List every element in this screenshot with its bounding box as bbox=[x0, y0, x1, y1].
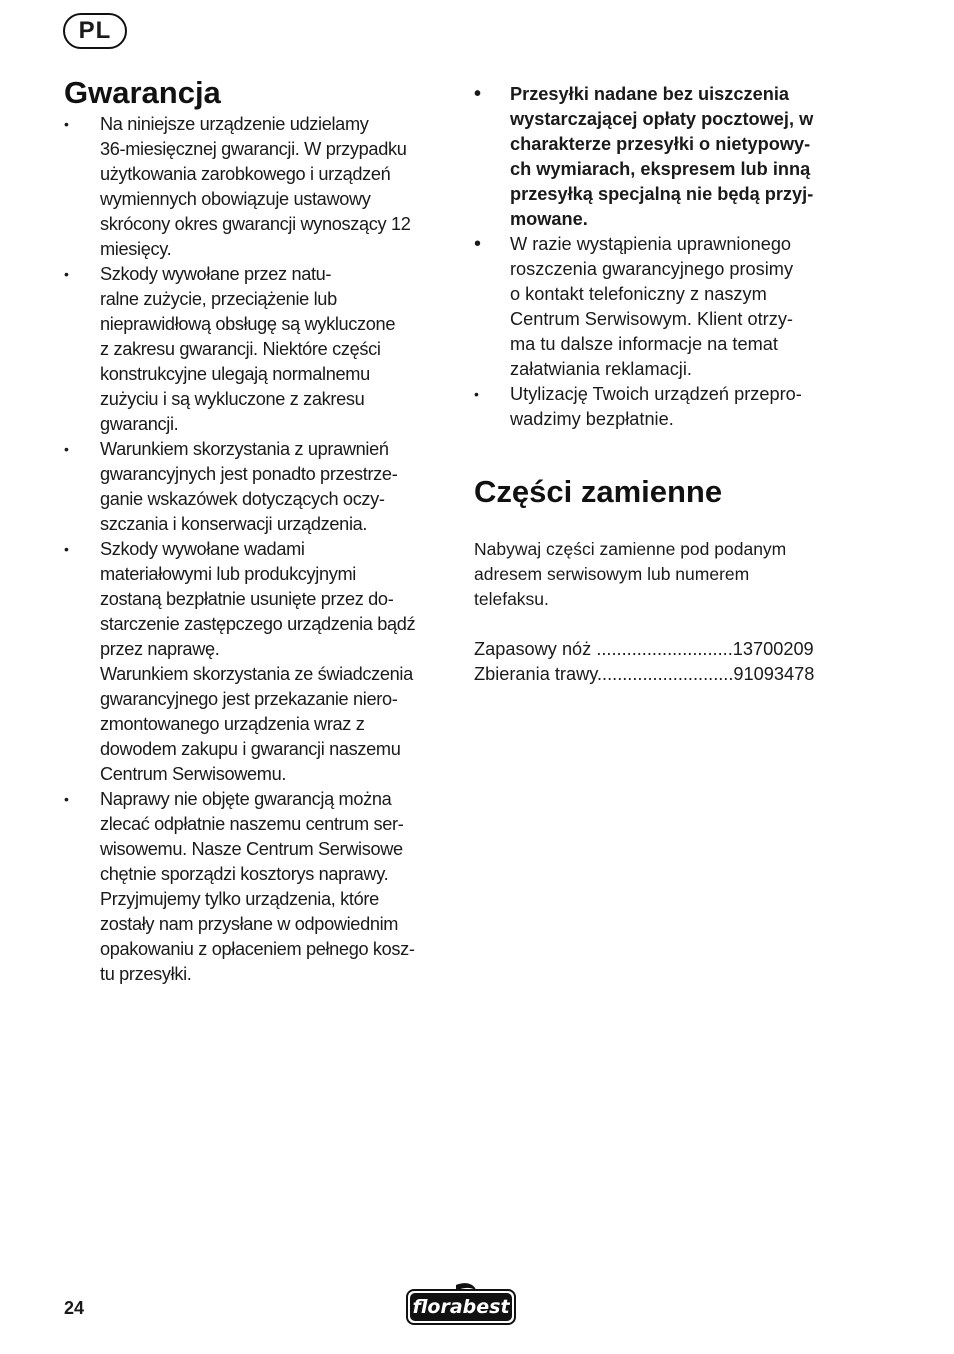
bullet-icon: • bbox=[64, 791, 69, 807]
list-item-text: Na niniejsze urządzenie udzielamy 36-miesięcznej gwarancji. W przypadku użytkowania zarobkowego i urządzeń wymiennych obowiązuje ustawowy skrócony okres gwarancji wynoszący 12 miesięcy. bbox=[100, 114, 411, 259]
bullet-icon: • bbox=[474, 386, 479, 402]
spare-parts-intro: Nabywaj części zamienne pod podanym adresem serwisowym lub numerem telefaksu. bbox=[474, 539, 787, 609]
list-item bbox=[64, 437, 456, 537]
list-item bbox=[474, 232, 874, 382]
list-item-text: Szkody wywołane wadami materiałowymi lub produkcyjnymi zostaną bezpłatnie usunięte przez do- starczenie zastępczego urządzenia bądź przez naprawę. Warunkiem skorzystania ze świadczenia gwarancyjnego jest przekazanie niero- zmontowanego urządzenia wraz z dowodem zakupu i gwarancji naszemu Centrum Serwisowemu. bbox=[100, 539, 416, 784]
list-item-text: Naprawy nie objęte gwarancją można zlecać odpłatnie naszemu centrum ser- wisowemu. Nasze Centrum Serwisowe chętnie sporządzi kosztorys naprawy. Przyjmujemy tylko urządzenia, które zostały nam przysłane w odpowiednim opakowaniu z opłaceniem pełnego kosz- tu przesyłki. bbox=[100, 789, 415, 984]
spare-part-row: Zbierania trawy...........................91093478 bbox=[474, 664, 815, 684]
list-item bbox=[64, 262, 456, 437]
language-badge: PL bbox=[63, 13, 127, 49]
warranty-title: Gwarancja bbox=[64, 75, 221, 110]
bullet-icon: • bbox=[64, 441, 69, 457]
list-item bbox=[64, 537, 456, 787]
warranty-list-continued bbox=[474, 82, 874, 432]
bullet-icon: • bbox=[474, 233, 482, 255]
list-item bbox=[474, 82, 874, 232]
bullet-icon: • bbox=[474, 83, 482, 105]
list-item-text: Utylizację Twoich urządzeń przepro- wadzimy bezpłatnie. bbox=[510, 384, 802, 429]
list-item bbox=[64, 787, 456, 987]
spare-parts-title: Części zamienne bbox=[474, 474, 723, 509]
right-column bbox=[474, 82, 874, 687]
list-item-text: Przesyłki nadane bez uiszczenia wystarczającej opłaty pocztowej, w charakterze przesyłki o nietypowy- ch wymiarach, ekspresem lub inną przesyłką specjalną nie będą przyj- mowane. bbox=[510, 84, 814, 229]
list-item-text: Szkody wywołane przez natu- ralne zużycie, przeciążenie lub nieprawidłową obsługę są wykluczone z zakresu gwarancji. Niektóre części konstrukcyjne ulegają normalnemu zużyciu i są wykluczone z zakresu gwarancji. bbox=[100, 264, 396, 434]
florabest-logo bbox=[406, 1282, 516, 1326]
bullet-icon: • bbox=[64, 541, 69, 557]
list-item bbox=[64, 112, 456, 262]
list-item bbox=[474, 382, 874, 432]
warranty-list bbox=[64, 112, 456, 987]
list-item-text: W razie wystąpienia uprawnionego roszczenia gwarancyjnego prosimy o kontakt telefoniczny z naszym Centrum Serwisowym. Klient otrzy- ma tu dalsze informacje na temat załatwiania reklamacji. bbox=[510, 234, 794, 379]
bullet-icon: • bbox=[64, 116, 69, 132]
warranty-section bbox=[64, 74, 456, 987]
brand-text: florabest bbox=[412, 1296, 510, 1318]
bullet-icon: • bbox=[64, 266, 69, 282]
page-number: 24 bbox=[64, 1298, 85, 1318]
list-item-text: Warunkiem skorzystania z uprawnień gwarancyjnych jest ponadto przestrze- ganie wskazówek dotyczących oczy- szczania i konserwacji urządzenia. bbox=[100, 439, 398, 534]
spare-parts-list bbox=[474, 637, 874, 687]
spare-part-row: Zapasowy nóż ...........................13700209 bbox=[474, 639, 814, 659]
